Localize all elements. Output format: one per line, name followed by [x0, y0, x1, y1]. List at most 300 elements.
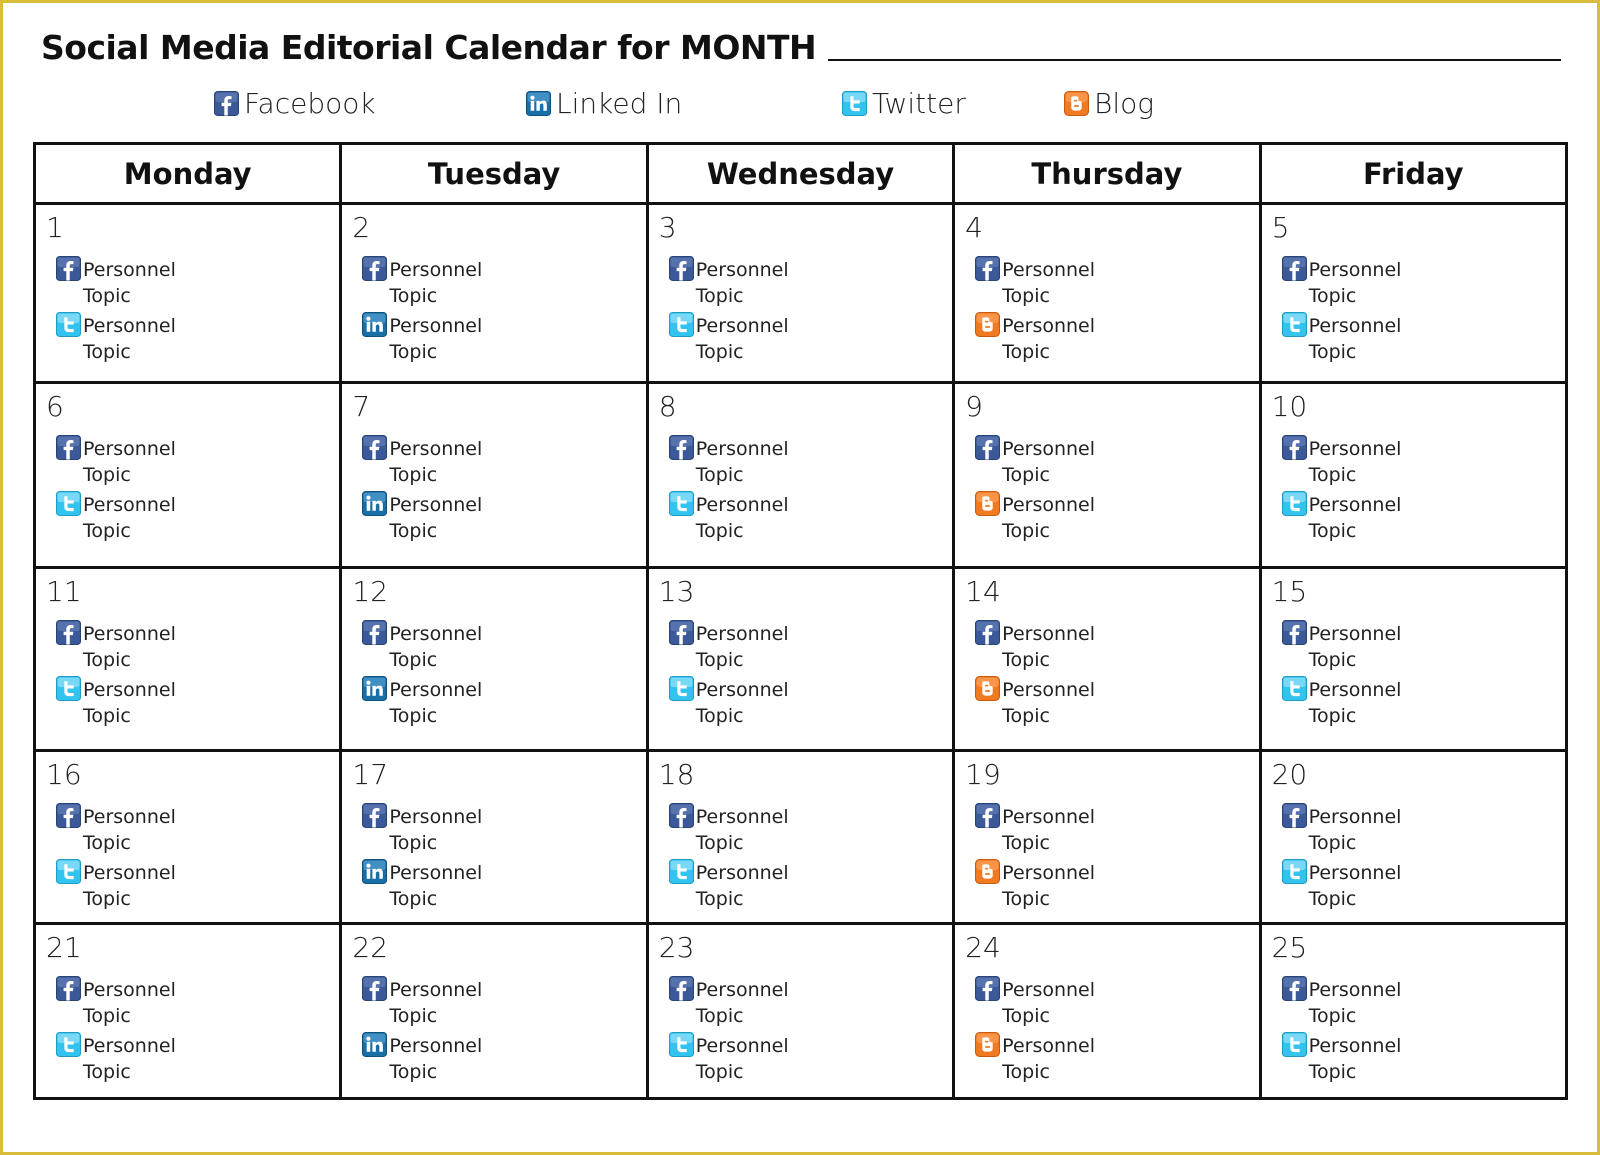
- post-topic: Topic: [1308, 519, 1357, 542]
- post-topic: Topic: [1002, 463, 1050, 486]
- post-title: Personnel: [83, 678, 176, 701]
- post-topic: Topic: [83, 648, 131, 671]
- post-topic: Topic: [389, 463, 438, 486]
- blog-icon: [975, 1032, 1000, 1057]
- post-entry: [362, 257, 622, 307]
- post-entry-line: [975, 677, 1235, 701]
- post-topic: Topic: [83, 341, 131, 363]
- post-entry-line: [975, 313, 1235, 337]
- day-cell-content: [342, 752, 645, 923]
- post-entry-line: [1282, 492, 1542, 516]
- post-topic: Topic: [695, 648, 744, 671]
- day-cell: [647, 567, 953, 750]
- day-cell-content: [649, 569, 952, 749]
- post-entry-line: [56, 1033, 316, 1057]
- post-entry-line: [56, 257, 316, 281]
- day-number: 18: [658, 757, 695, 791]
- day-cell-content: [36, 205, 339, 381]
- calendar-grid: [33, 142, 1568, 1100]
- post-topic: Topic: [389, 648, 438, 671]
- post-entry: [975, 860, 1235, 910]
- post-entry-line: [669, 677, 929, 701]
- post-entry-line: [669, 977, 929, 1001]
- post-title: Personnel: [1002, 437, 1096, 460]
- twitter-icon: [1282, 312, 1307, 337]
- twitter-icon: [56, 676, 81, 701]
- post-entry: [669, 977, 929, 1027]
- day-number: 1: [46, 211, 64, 244]
- legend-label: Facebook: [244, 87, 376, 120]
- post-entry: [56, 677, 316, 727]
- post-topic: Topic: [83, 1061, 131, 1084]
- post-entry: [975, 313, 1235, 363]
- post-entry-line: [56, 677, 316, 701]
- day-cell-content: [1262, 752, 1565, 923]
- weekday-header-row: [35, 144, 1567, 204]
- post-topic: Topic: [695, 463, 744, 486]
- post-entry: [669, 492, 929, 542]
- linkedin-icon: [362, 1032, 387, 1057]
- post-title: Personnel: [389, 805, 483, 828]
- day-cell: [954, 750, 1260, 924]
- facebook-icon: [56, 976, 81, 1001]
- post-entry: [1282, 860, 1542, 910]
- post-title: Personnel: [695, 437, 789, 460]
- post-topic: Topic: [1002, 519, 1050, 542]
- day-cell: [1260, 567, 1566, 750]
- day-cell: [647, 750, 953, 924]
- day-cell: [647, 924, 953, 1099]
- post-topic: Topic: [1002, 831, 1050, 854]
- post-topic: Topic: [389, 1005, 438, 1028]
- post-entry-line: [362, 1033, 622, 1057]
- post-topic: Topic: [83, 831, 131, 854]
- post-title: Personnel: [695, 678, 789, 701]
- post-entry-line: [1282, 804, 1542, 828]
- weekday-header-thursday: Thursday: [954, 144, 1260, 204]
- post-entry: [975, 492, 1235, 542]
- facebook-icon: [1282, 256, 1307, 281]
- facebook-icon: [362, 435, 387, 460]
- post-entry: [669, 677, 929, 727]
- day-cell-content: [955, 384, 1258, 566]
- post-entry: [975, 677, 1235, 727]
- twitter-icon: [669, 1032, 694, 1057]
- day-cell-content: [342, 205, 645, 381]
- day-cell: [1260, 382, 1566, 567]
- post-entry-line: [975, 492, 1235, 516]
- post-entry-line: [56, 804, 316, 828]
- page-title: Social Media Editorial Calendar for MONTH: [41, 28, 817, 67]
- facebook-icon: [362, 256, 387, 281]
- post-topic: Topic: [1308, 463, 1357, 486]
- post-title: Personnel: [83, 437, 176, 460]
- post-title: Personnel: [389, 861, 483, 884]
- day-cell: [954, 924, 1260, 1099]
- post-title: Personnel: [1308, 678, 1402, 701]
- post-topic: Topic: [389, 341, 438, 363]
- post-topic: Topic: [1308, 648, 1357, 671]
- day-number: 17: [352, 757, 389, 791]
- twitter-icon: [56, 491, 81, 516]
- post-topic: Topic: [1308, 831, 1357, 854]
- post-entry-line: [56, 621, 316, 645]
- facebook-icon: [669, 256, 694, 281]
- post-title: Personnel: [83, 493, 176, 516]
- day-number: 21: [46, 931, 82, 965]
- post-entry-line: [1282, 313, 1542, 337]
- day-cell-content: [955, 752, 1258, 923]
- post-topic: Topic: [695, 1005, 744, 1028]
- post-entry-line: [362, 677, 622, 701]
- post-title: Personnel: [695, 805, 789, 828]
- day-cell: [341, 382, 647, 567]
- legend-item-linkedin: [525, 87, 682, 120]
- facebook-icon: [1282, 803, 1307, 828]
- post-topic: Topic: [695, 887, 744, 910]
- post-topic: Topic: [389, 831, 438, 854]
- day-number: 16: [46, 757, 82, 791]
- post-topic: Topic: [83, 704, 131, 727]
- post-entry: [1282, 1033, 1542, 1083]
- post-entry: [362, 621, 622, 671]
- post-topic: Topic: [1002, 704, 1050, 727]
- post-entry-line: [56, 313, 316, 337]
- day-cell-content: [955, 925, 1258, 1097]
- post-title: Personnel: [389, 437, 483, 460]
- twitter-icon: [56, 859, 81, 884]
- legend-item-twitter: [841, 87, 966, 120]
- post-topic: Topic: [389, 887, 438, 910]
- post-entry-line: [669, 492, 929, 516]
- facebook-icon: [669, 435, 694, 460]
- day-cell: [1260, 750, 1566, 924]
- day-cell-content: [649, 205, 952, 381]
- day-cell-content: [955, 205, 1258, 381]
- day-cell-content: [649, 925, 952, 1097]
- legend-item-blog: [1063, 87, 1154, 120]
- legend: [3, 87, 1600, 127]
- post-entry-line: [362, 804, 622, 828]
- post-entry-line: [669, 1033, 929, 1057]
- day-cell-content: [1262, 205, 1565, 381]
- post-title: Personnel: [1002, 678, 1096, 701]
- day-number: 7: [352, 389, 371, 423]
- post-entry: [669, 621, 929, 671]
- post-entry: [975, 804, 1235, 854]
- post-topic: Topic: [1002, 341, 1050, 363]
- linkedin-icon: [362, 312, 387, 337]
- post-entry-line: [362, 257, 622, 281]
- post-entry: [975, 436, 1235, 486]
- twitter-icon: [1282, 1032, 1307, 1057]
- post-entry: [56, 492, 316, 542]
- linkedin-icon: [525, 90, 552, 117]
- linkedin-icon: [362, 676, 387, 701]
- post-entry-line: [975, 977, 1235, 1001]
- post-entry: [1282, 977, 1542, 1027]
- post-entry: [975, 1033, 1235, 1083]
- post-topic: Topic: [695, 831, 744, 854]
- post-title: Personnel: [695, 493, 789, 516]
- post-entry: [56, 313, 316, 363]
- twitter-icon: [1282, 859, 1307, 884]
- day-number: 19: [965, 757, 1001, 791]
- weekday-header-tuesday: Tuesday: [341, 144, 647, 204]
- post-entry-line: [362, 492, 622, 516]
- post-entry-line: [975, 436, 1235, 460]
- post-entry-line: [975, 621, 1235, 645]
- facebook-icon: [56, 620, 81, 645]
- facebook-icon: [975, 803, 1000, 828]
- day-cell-content: [36, 925, 339, 1097]
- post-entry: [1282, 804, 1542, 854]
- post-entry-line: [1282, 860, 1542, 884]
- post-topic: Topic: [389, 704, 438, 727]
- facebook-icon: [975, 976, 1000, 1001]
- day-number: 11: [46, 574, 82, 608]
- post-entry-line: [669, 621, 929, 645]
- post-entry-line: [669, 860, 929, 884]
- facebook-icon: [56, 803, 81, 828]
- facebook-icon: [669, 620, 694, 645]
- blog-icon: [975, 676, 1000, 701]
- post-entry-line: [362, 313, 622, 337]
- day-cell: [954, 382, 1260, 567]
- post-entry: [362, 860, 622, 910]
- facebook-icon: [669, 803, 694, 828]
- day-cell-content: [955, 569, 1258, 749]
- post-title: Personnel: [1308, 861, 1402, 884]
- post-title: Personnel: [1308, 315, 1402, 337]
- legend-label: Blog: [1094, 87, 1155, 120]
- day-cell-content: [1262, 569, 1565, 749]
- post-topic: Topic: [389, 285, 438, 307]
- post-topic: Topic: [1002, 1005, 1050, 1028]
- legend-label: Twitter: [872, 87, 966, 120]
- post-entry-line: [56, 860, 316, 884]
- post-title: Personnel: [1002, 259, 1096, 281]
- post-entry: [56, 436, 316, 486]
- facebook-icon: [362, 803, 387, 828]
- day-number: 2: [352, 211, 371, 244]
- post-entry-line: [1282, 257, 1542, 281]
- post-title: Personnel: [1002, 979, 1096, 1002]
- day-cell-content: [36, 569, 339, 749]
- day-number: 10: [1271, 389, 1308, 423]
- facebook-icon: [1282, 620, 1307, 645]
- post-title: Personnel: [389, 622, 483, 645]
- post-entry-line: [56, 436, 316, 460]
- post-entry-line: [1282, 1033, 1542, 1057]
- post-title: Personnel: [389, 678, 483, 701]
- post-entry: [362, 492, 622, 542]
- post-entry-line: [56, 492, 316, 516]
- week-row: [35, 382, 1567, 567]
- facebook-icon: [56, 435, 81, 460]
- day-number: 25: [1271, 931, 1308, 965]
- legend-label: Linked In: [556, 87, 683, 120]
- post-topic: Topic: [1308, 1005, 1357, 1028]
- post-title: Personnel: [83, 805, 176, 828]
- day-number: 14: [965, 574, 1001, 608]
- day-cell: [954, 204, 1260, 383]
- day-cell-content: [342, 925, 645, 1097]
- post-title: Personnel: [83, 861, 176, 884]
- post-title: Personnel: [389, 315, 483, 337]
- day-cell: [35, 567, 341, 750]
- post-title: Personnel: [389, 979, 483, 1002]
- post-topic: Topic: [695, 704, 744, 727]
- post-entry-line: [975, 1033, 1235, 1057]
- day-cell-content: [36, 384, 339, 566]
- post-topic: Topic: [1002, 1061, 1050, 1084]
- post-entry-line: [669, 436, 929, 460]
- post-entry: [362, 804, 622, 854]
- post-entry: [56, 257, 316, 307]
- post-entry: [1282, 313, 1542, 363]
- post-entry-line: [1282, 977, 1542, 1001]
- day-cell-content: [342, 569, 645, 749]
- weekday-header-wednesday: Wednesday: [647, 144, 953, 204]
- post-entry: [1282, 257, 1542, 307]
- twitter-icon: [841, 90, 868, 117]
- twitter-icon: [669, 491, 694, 516]
- day-number: 5: [1271, 211, 1290, 244]
- day-cell: [1260, 204, 1566, 383]
- post-entry: [669, 436, 929, 486]
- post-entry-line: [1282, 621, 1542, 645]
- post-entry: [362, 1033, 622, 1083]
- post-topic: Topic: [695, 519, 744, 542]
- post-topic: Topic: [389, 1061, 438, 1084]
- post-title: Personnel: [695, 622, 789, 645]
- blog-icon: [975, 859, 1000, 884]
- post-entry: [56, 977, 316, 1027]
- facebook-icon: [213, 90, 240, 117]
- day-cell: [35, 750, 341, 924]
- day-number: 12: [352, 574, 389, 608]
- twitter-icon: [1282, 676, 1307, 701]
- post-title: Personnel: [389, 1035, 483, 1058]
- post-entry: [1282, 621, 1542, 671]
- day-cell: [647, 204, 953, 383]
- day-cell: [341, 924, 647, 1099]
- post-topic: Topic: [1308, 1061, 1357, 1084]
- post-topic: Topic: [695, 341, 744, 363]
- title-row: [41, 15, 1561, 67]
- post-entry: [669, 804, 929, 854]
- twitter-icon: [669, 312, 694, 337]
- post-topic: Topic: [83, 285, 131, 307]
- week-row: [35, 750, 1567, 924]
- post-topic: Topic: [695, 1061, 744, 1084]
- day-number: 3: [658, 211, 677, 244]
- week-row: [35, 204, 1567, 383]
- post-topic: Topic: [1308, 285, 1357, 307]
- post-title: Personnel: [1308, 1035, 1402, 1058]
- post-title: Personnel: [83, 1035, 176, 1058]
- weekday-header-monday: Monday: [35, 144, 341, 204]
- day-cell-content: [36, 752, 339, 923]
- post-entry: [362, 436, 622, 486]
- post-entry: [669, 313, 929, 363]
- post-title: Personnel: [1308, 437, 1402, 460]
- twitter-icon: [669, 859, 694, 884]
- day-number: 6: [46, 389, 64, 423]
- post-topic: Topic: [1308, 704, 1357, 727]
- post-title: Personnel: [1002, 315, 1096, 337]
- linkedin-icon: [362, 491, 387, 516]
- post-topic: Topic: [83, 463, 131, 486]
- post-topic: Topic: [1002, 648, 1050, 671]
- post-entry: [669, 257, 929, 307]
- post-entry-line: [1282, 677, 1542, 701]
- post-entry: [669, 1033, 929, 1083]
- post-title: Personnel: [1308, 979, 1402, 1002]
- post-entry: [975, 621, 1235, 671]
- post-topic: Topic: [1308, 887, 1357, 910]
- day-number: 8: [658, 389, 677, 423]
- post-topic: Topic: [1002, 285, 1050, 307]
- day-cell-content: [649, 752, 952, 923]
- day-cell-content: [1262, 925, 1565, 1097]
- post-title: Personnel: [1308, 805, 1402, 828]
- twitter-icon: [56, 312, 81, 337]
- day-cell: [1260, 924, 1566, 1099]
- day-number: 22: [352, 931, 389, 965]
- post-topic: Topic: [1002, 887, 1050, 910]
- post-title: Personnel: [83, 259, 176, 281]
- post-entry-line: [975, 804, 1235, 828]
- post-title: Personnel: [1002, 622, 1096, 645]
- day-cell-content: [1262, 384, 1565, 566]
- post-entry-line: [362, 436, 622, 460]
- blog-icon: [975, 491, 1000, 516]
- post-title: Personnel: [83, 622, 176, 645]
- post-topic: Topic: [1308, 341, 1357, 363]
- post-entry: [975, 257, 1235, 307]
- post-entry: [975, 977, 1235, 1027]
- facebook-icon: [975, 435, 1000, 460]
- day-number: 9: [965, 389, 983, 423]
- week-row: [35, 924, 1567, 1099]
- day-number: 13: [658, 574, 695, 608]
- post-title: Personnel: [389, 259, 483, 281]
- week-row: [35, 567, 1567, 750]
- day-cell-content: [649, 384, 952, 566]
- post-entry: [669, 860, 929, 910]
- post-entry: [1282, 677, 1542, 727]
- facebook-icon: [362, 976, 387, 1001]
- post-entry-line: [975, 257, 1235, 281]
- post-entry-line: [362, 860, 622, 884]
- facebook-icon: [975, 620, 1000, 645]
- facebook-icon: [56, 256, 81, 281]
- post-title: Personnel: [1002, 861, 1096, 884]
- post-topic: Topic: [83, 887, 131, 910]
- linkedin-icon: [362, 859, 387, 884]
- post-entry-line: [669, 257, 929, 281]
- post-title: Personnel: [695, 1035, 789, 1058]
- post-entry: [1282, 492, 1542, 542]
- post-entry-line: [669, 313, 929, 337]
- post-entry-line: [56, 977, 316, 1001]
- post-title: Personnel: [1002, 805, 1096, 828]
- post-title: Personnel: [695, 861, 789, 884]
- post-entry-line: [975, 860, 1235, 884]
- post-title: Personnel: [1002, 1035, 1096, 1058]
